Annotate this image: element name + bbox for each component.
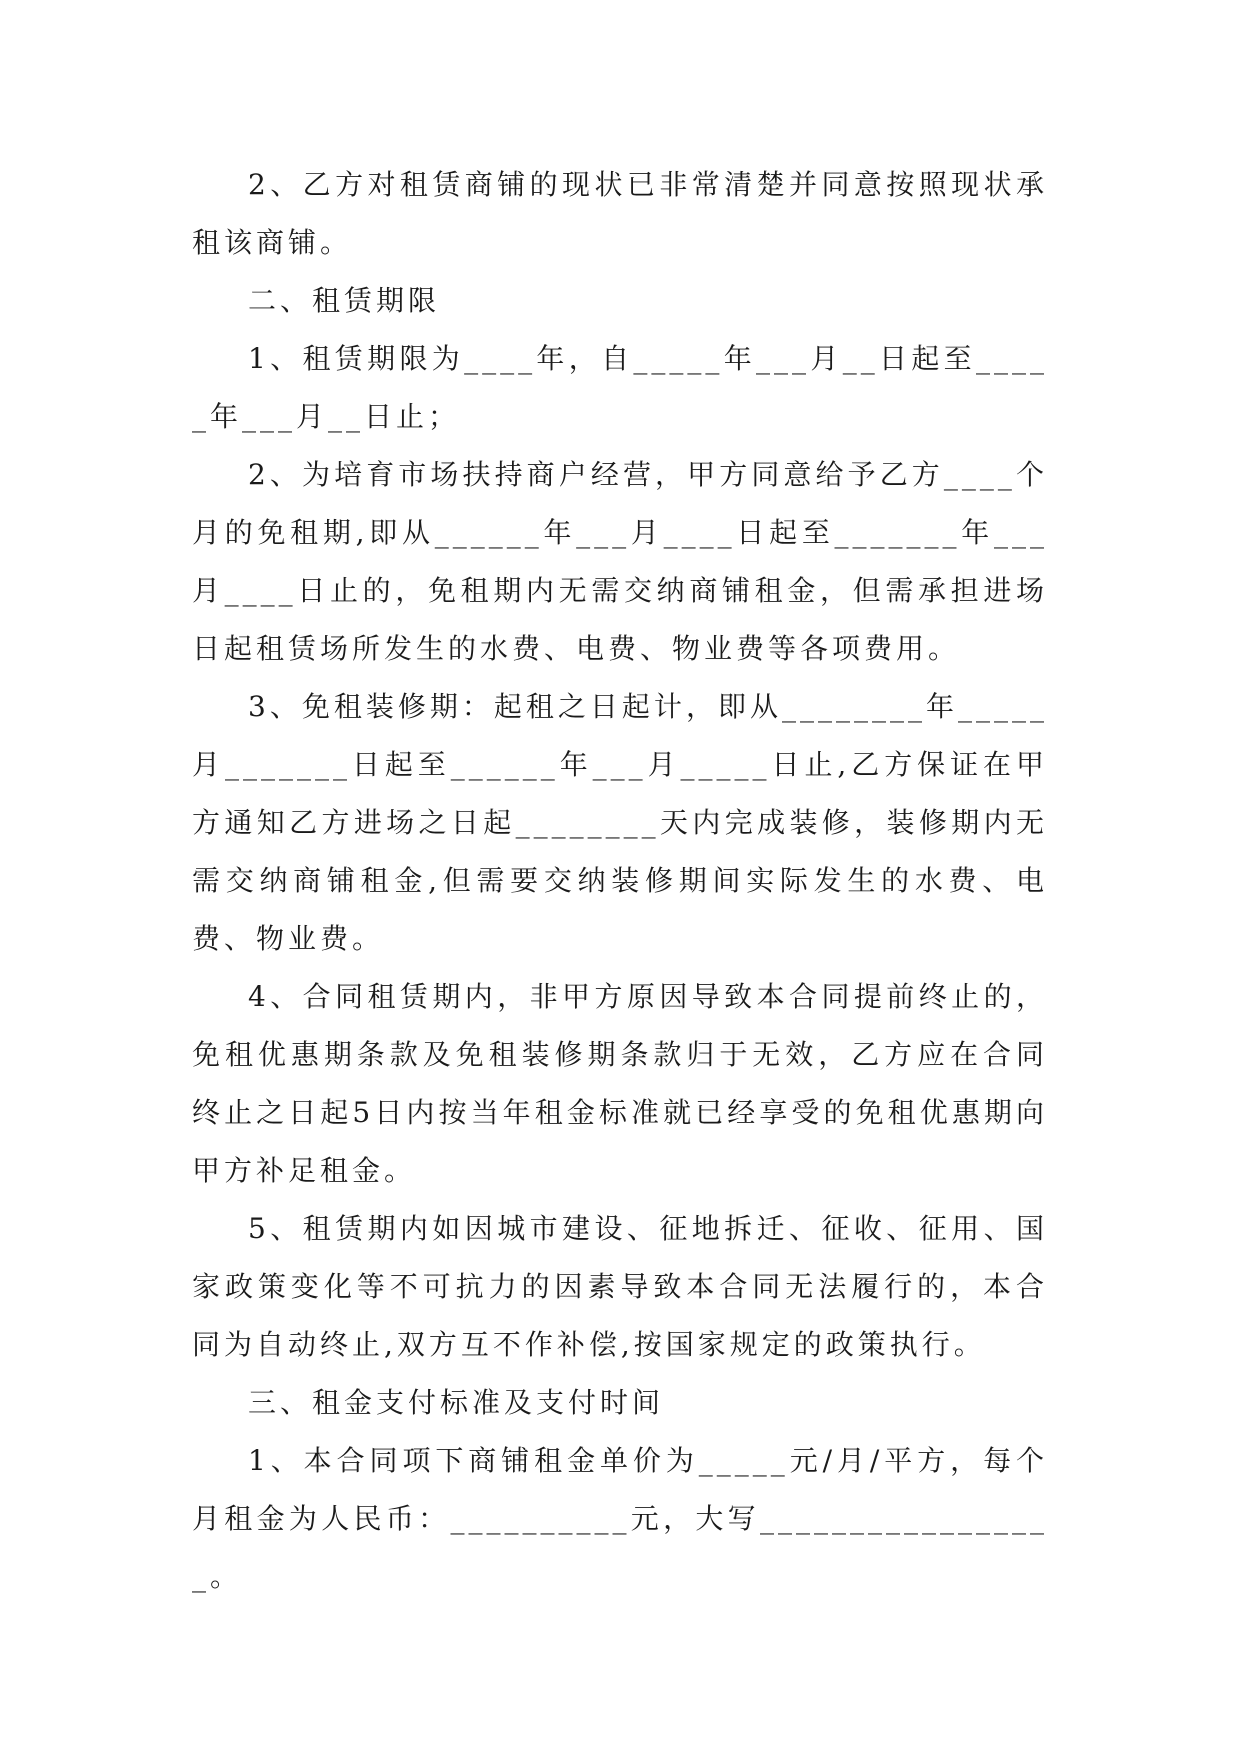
paragraph-lease-term-4: 4、合同租赁期内，非甲方原因导致本合同提前终止的，免租优惠期条款及免租装修期条款归于无效，乙方应在合同终止之日起5日内按当年租金标准就已经享受的免租优惠期向甲方补足租金。 [192, 980, 1048, 1187]
paragraph-lease-term-2: 2、为培育市场扶持商户经营，甲方同意给予乙方____个月的免租期,即从______年___月____日起至_______年___月____日止的，免租期内无需交纳商铺租金，但需承担进场日起租赁场所发生的水费、电费、物业费等各项费用。 [192, 458, 1048, 665]
section-heading-rent-payment: 三、租金支付标准及支付时间 [248, 1386, 665, 1419]
document-body [192, 156, 1048, 1606]
paragraph-rent-payment-1: 1、本合同项下商铺租金单价为_____元/月/平方，每个月租金为人民币：__________元，大写_________________。 [192, 1444, 1048, 1593]
paragraph-lease-term-5: 5、租赁期内如因城市建设、征地拆迁、征收、征用、国家政策变化等不可抗力的因素导致本合同无法履行的，本合同为自动终止,双方互不作补偿,按国家规定的政策执行。 [192, 1212, 1048, 1361]
section-heading-lease-term: 二、租赁期限 [248, 284, 441, 317]
paragraph-lease-term-3: 3、免租装修期：起租之日起计，即从________年_____月_______日起至______年___月_____日止,乙方保证在甲方通知乙方进场之日起________天内完成装修，装修期内无需交纳商铺租金,但需要交纳装修期间实际发生的水费、电费、物业费。 [192, 690, 1048, 955]
paragraph-lease-term-1: 1、租赁期限为____年，自_____年___月__日起至_____年___月__日止； [192, 342, 1048, 433]
paragraph-clause-2-condition: 2、乙方对租赁商铺的现状已非常清楚并同意按照现状承租该商铺。 [192, 168, 1048, 259]
